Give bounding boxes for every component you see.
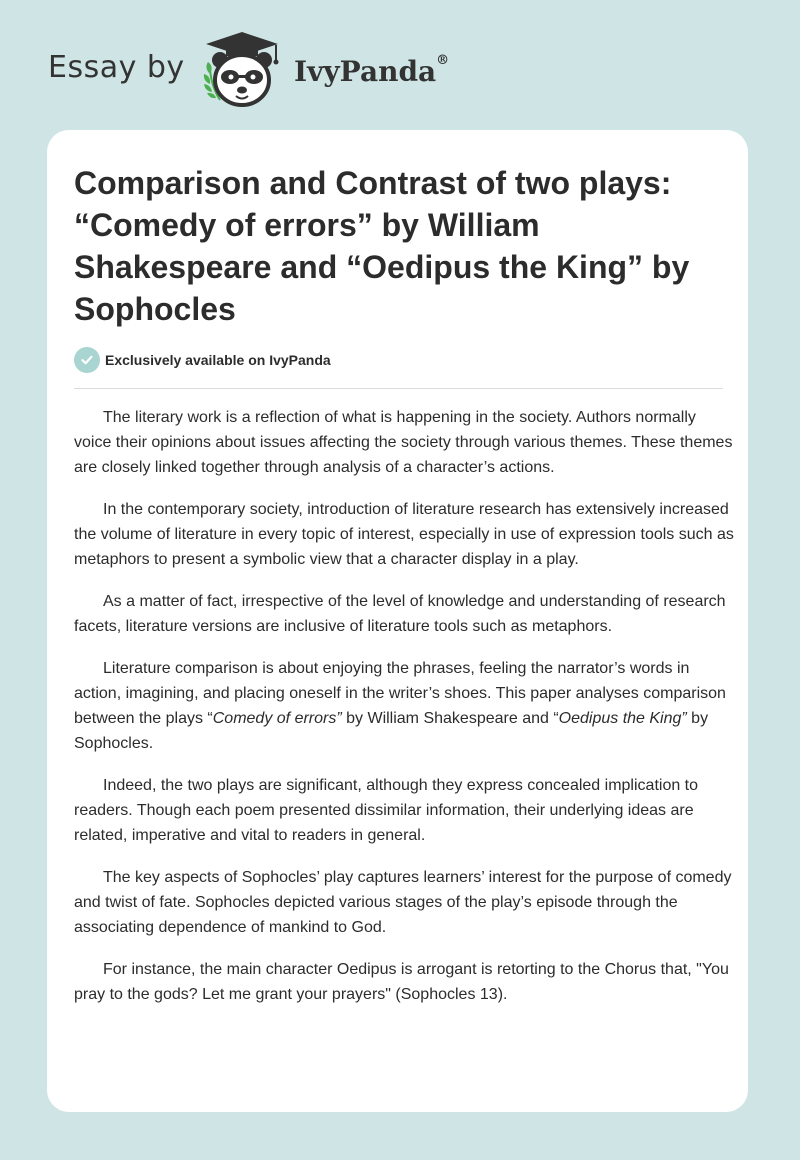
paragraph: The literary work is a reflection of what is happening in the society. Authors normally voice their opinions about issues affecting the society through various themes. These themes are closely linked together through analysis of a character’s actions. xyxy=(74,409,733,476)
paragraph: The key aspects of Sophocles’ play captures learners’ interest for the purpose of comedy and twist of fate. Sophocles depicted various stages of the play’s episode through the associating dependence of mankind to God. xyxy=(74,869,732,936)
page-title: Comparison and Contrast of two plays: “Comedy of errors” by William Shakespeare and “Oedipus the King” by Sophocles xyxy=(74,165,690,327)
paragraph-text: Literature comparison is about enjoying the phrases, feeling the narrator’s words in action, imagining, and placing oneself in the writer’s shoes. This paper analyses comparison between the plays “ xyxy=(74,660,726,727)
essay-body xyxy=(74,405,734,1024)
exclusive-label: Exclusively available on IvyPanda xyxy=(105,352,331,368)
brand-text: IvyPanda xyxy=(294,55,437,88)
paragraph xyxy=(74,656,734,756)
paragraph: Indeed, the two plays are significant, although they express concealed implication to readers. Though each poem presented dissimilar information, their underlying ideas are related, imperative and vital to readers in general. xyxy=(74,777,699,844)
essay-card xyxy=(47,130,748,1112)
play-title-oedipus: Oedipus the King” xyxy=(558,710,687,727)
play-title-comedy-of-errors: Comedy of errors” xyxy=(212,710,342,727)
divider xyxy=(74,388,723,389)
brand-name[interactable] xyxy=(294,55,449,88)
check-circle-icon xyxy=(74,347,100,373)
site-header xyxy=(0,0,800,130)
paragraph-text: by Sophocles. xyxy=(74,710,709,752)
panda-graduate-icon[interactable] xyxy=(196,30,288,110)
paragraph-text: by William Shakespeare and “ xyxy=(341,710,559,727)
paragraph: As a matter of fact, irrespective of the level of knowledge and understanding of research facets, literature versions are inclusive of literature tools such as metaphors. xyxy=(74,593,726,635)
essay-by-label: Essay by xyxy=(48,50,185,85)
exclusive-badge xyxy=(74,347,331,373)
paragraph: In the contemporary society, introduction of literature research has extensively increased the volume of literature in every topic of interest, especially in use of expression tools such as metaphors to present a symbolic view that a character display in a play. xyxy=(74,501,734,568)
registered-mark: ® xyxy=(436,53,450,68)
paragraph: For instance, the main character Oedipus is arrogant is retorting to the Chorus that, "You pray to the gods? Let me grant your prayers" (Sophocles 13). xyxy=(74,961,729,1003)
